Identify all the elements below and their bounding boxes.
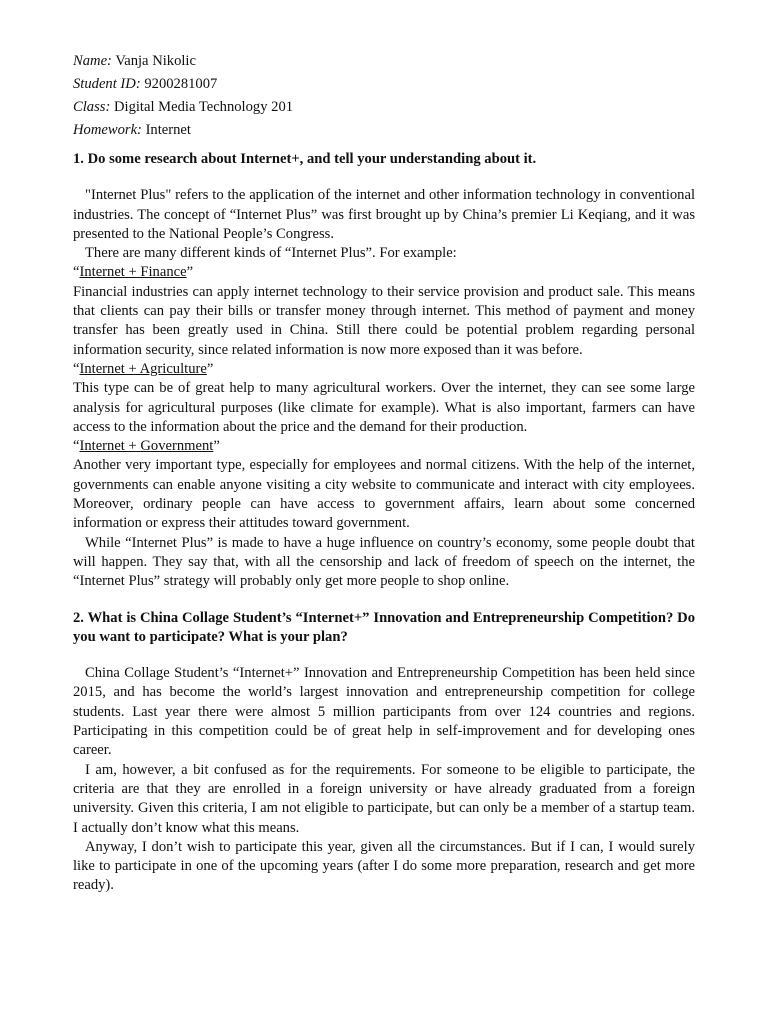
class-value: Digital Media Technology 201 bbox=[113, 99, 294, 115]
homework-value: Internet bbox=[145, 122, 191, 138]
finance-subheading: “Internet + Finance” bbox=[73, 264, 194, 281]
agriculture-paragraph: This type can be of great help to many agricultural workers. Over the internet, they can see some large analysis for agricultural purposes (like climate for example). What is also important, farmers can have access to the information about the price and the demand for their production. bbox=[73, 380, 695, 435]
agriculture-subheading: “Internet + Agriculture” bbox=[73, 360, 214, 377]
agriculture-title: Internet + Agriculture bbox=[79, 360, 207, 377]
government-paragraph: Another very important type, especially for employees and normal citizens. With the help of the internet, governments can enable anyone visiting a city website to communicate and interact with city employees. Moreover, ordinary people can have access to government affairs, learn about some concerned information or express their attitudes toward government. bbox=[73, 457, 695, 532]
name-line bbox=[73, 50, 695, 73]
government-subheading: “Internet + Government” bbox=[73, 438, 220, 455]
q2-competition-paragraph: China Collage Student’s “Internet+” Innovation and Entrepreneurship Competition has been held since 2015, and has become the world’s largest innovation and entrepreneurship competition for college students. Last year there were almost 5 million participants from over 124 countries and regions. Participating in this competition could be of great help in self-improvement and for developing ones career. bbox=[73, 665, 695, 759]
q2-plan-paragraph: Anyway, I don’t wish to participate this year, given all the circumstances. But if I can, I would surely like to participate in one of the upcoming years (after I do some more preparation, research and get more ready). bbox=[73, 838, 695, 894]
name-value: Vanja Nikolic bbox=[115, 53, 196, 69]
student-id-line bbox=[73, 73, 695, 96]
q1-intro-paragraph: "Internet Plus" refers to the application of the internet and other information technology in conventional industries. The concept of “Internet Plus” was first brought up by China’s premier Li Keqiang, and it was presented to the National People’s Congress. bbox=[73, 187, 695, 242]
q1-kinds-paragraph: There are many different kinds of “Internet Plus”. For example: bbox=[85, 245, 457, 262]
name-label: Name: bbox=[73, 53, 112, 69]
class-line bbox=[73, 96, 695, 119]
class-label: Class: bbox=[73, 99, 111, 115]
homework-label: Homework: bbox=[73, 122, 142, 138]
document-page bbox=[73, 50, 695, 896]
student-info bbox=[73, 50, 695, 142]
q2-requirements-paragraph: I am, however, a bit confused as for the requirements. For someone to be eligible to participate, the criteria are that they are enrolled in a foreign university or have already graduated from a foreign university. Given this criteria, I am not eligible to participate, but can only be a member of a startup team. I actually don’t know what this means. bbox=[73, 761, 695, 836]
finance-paragraph: Financial industries can apply internet technology to their service provision and product sale. This means that clients can pay their bills or transfer money through internet. This method of payment and money transfer has been greatly used in China. Still there could be potential problem regarding personal information security, since related information is now more exposed than it was before. bbox=[73, 283, 695, 358]
finance-title: Internet + Finance bbox=[79, 264, 187, 281]
q1-conclusion-paragraph: While “Internet Plus” is made to have a huge influence on country’s economy, some people doubt that will happen. They say that, with all the censorship and lack of freedom of speech on the internet, the “Internet Plus” strategy will probably only get more people to shop online. bbox=[73, 534, 695, 590]
student-id-value: 9200281007 bbox=[144, 76, 218, 92]
homework-line bbox=[73, 119, 695, 142]
student-id-label: Student ID: bbox=[73, 76, 141, 92]
question-2-heading: 2. What is China Collage Student’s “Internet+” Innovation and Entrepreneurship Competition? Do you want to participate? What is your plan? bbox=[73, 609, 695, 645]
government-title: Internet + Government bbox=[79, 438, 214, 455]
question-1-heading: 1. Do some research about Internet+, and tell your understanding about it. bbox=[73, 151, 537, 167]
